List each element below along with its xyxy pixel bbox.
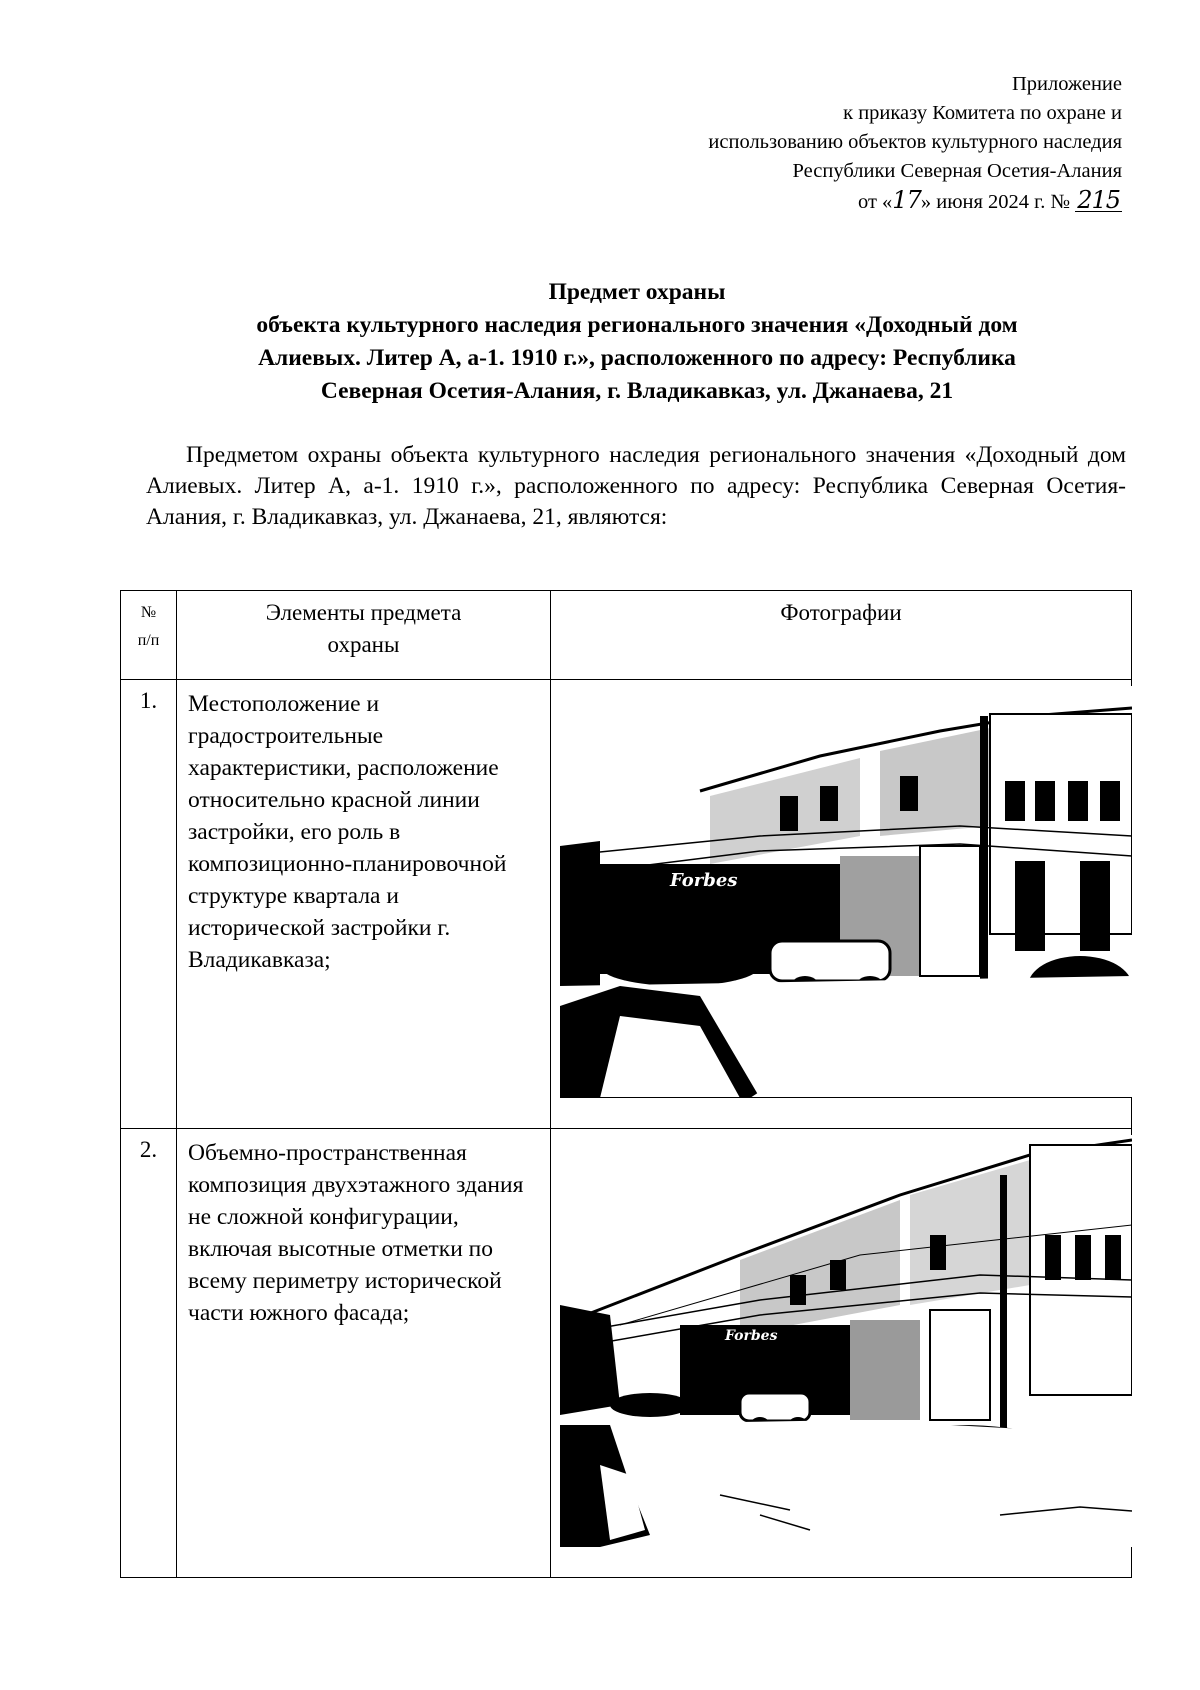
appendix-committee: использованию объектов культурного наследия	[708, 131, 1122, 153]
row-number: 1.	[121, 680, 177, 1129]
appendix-title: Приложение	[1011, 73, 1122, 95]
handwritten-day: 17	[892, 186, 921, 214]
appendix-order-ref: к приказу Комитета по охране и	[843, 102, 1122, 124]
header-number	[121, 591, 177, 680]
row-element-text: Объемно-пространственная композиция двухэтажного здания не сложной конфигурации, включая высотные отметки по всему периметру исторической части южного фасада;	[177, 1129, 551, 1578]
building-photo-1	[560, 686, 1132, 1098]
appendix-block	[422, 70, 1122, 217]
appendix-date-line	[422, 186, 1122, 217]
header-photos: Фотографии	[551, 591, 1132, 680]
header-elements-line-2: охраны	[327, 632, 400, 657]
date-prefix: от «	[857, 191, 893, 213]
header-number-abbr: п/п	[137, 632, 160, 649]
table-row	[121, 680, 1132, 1129]
building-photo-2	[560, 1135, 1132, 1547]
protection-table	[120, 590, 1132, 1578]
forbes-sign-1: Forbes	[670, 870, 738, 891]
table-row	[121, 1129, 1132, 1578]
row-photo-cell	[551, 680, 1132, 1129]
row-element-text: Местоположение и градостроительные характеристики, расположение относительно красной линии застройки, его роль в композиционно-планировочной структуре квартала и исторической застройки г. Владикавказа;	[177, 680, 551, 1129]
row-number: 2.	[121, 1129, 177, 1578]
row-photo-cell	[551, 1129, 1132, 1578]
title-line-1: Предмет охраны	[548, 279, 726, 305]
header-number-sign: №	[140, 604, 157, 621]
date-suffix: » июня 2024 г. №	[920, 191, 1071, 213]
forbes-sign-2: Forbes	[725, 1328, 778, 1344]
appendix-republic: Республики Северная Осетия-Алания	[792, 160, 1122, 182]
table-header-row	[121, 591, 1132, 680]
intro-paragraph: Предметом охраны объекта культурного наследия регионального значения «Доходный дом Алиевых. Литер А, а-1. 1910 г.», расположенного по адресу: Республика Северная Осетия-Алания, г. Владикавказ, ул. Джанаева, 21, являются:	[146, 442, 1126, 530]
title-line-2: объекта культурного наследия регионального значения «Доходный дом	[256, 312, 1018, 338]
handwritten-order-number: 215	[1077, 186, 1120, 214]
title-line-3: Алиевых. Литер А, а-1. 1910 г.», расположенного по адресу: Республика	[258, 345, 1016, 371]
document-title	[150, 276, 1124, 408]
header-elements	[177, 591, 551, 680]
title-line-4: Северная Осетия-Алания, г. Владикавказ, ул. Джанаева, 21	[320, 378, 954, 404]
header-elements-line-1: Элементы предмета	[265, 600, 462, 625]
